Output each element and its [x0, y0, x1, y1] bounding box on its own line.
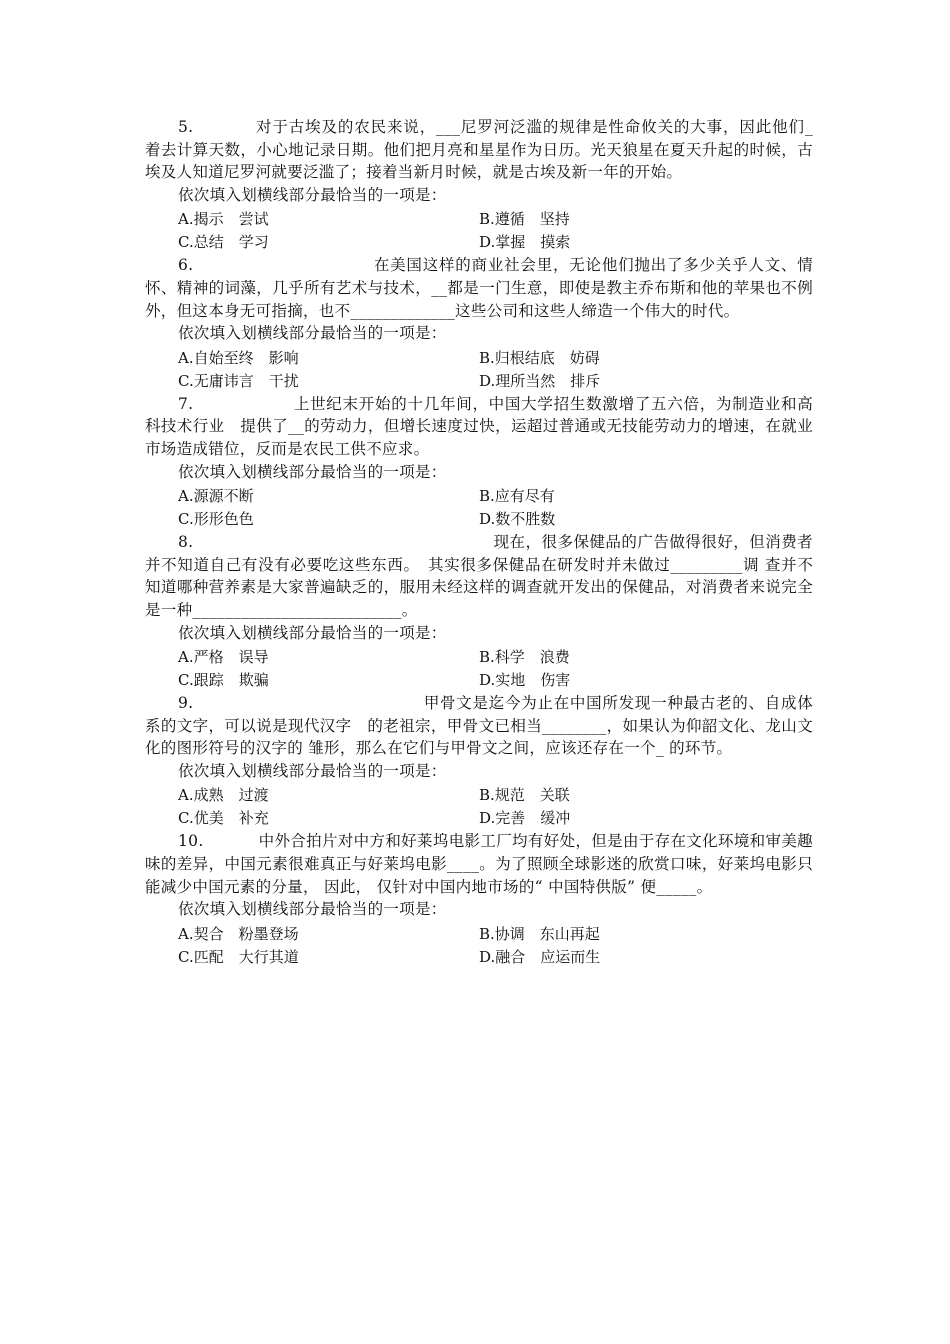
answer-options	[145, 646, 813, 692]
answer-option[interactable]: A.自始至终 影响	[178, 348, 299, 367]
question-block	[145, 254, 813, 392]
question-prompt: 依次填入划横线部分最恰当的一项是：	[178, 185, 447, 204]
answer-option[interactable]: C.匹配 大行其道	[178, 947, 299, 966]
answer-options	[145, 347, 813, 393]
question-text: 上世纪末开始的十几年间，中国大学招生数激增了五六倍，为制造业和高科技术行业 提供了__的劳动力，但增长速度过快，运超过普通或无技能劳动力的增速，在就业市场造成错位，反而是农民工供不应求。	[145, 394, 813, 458]
answer-option[interactable]: C.总结 学习	[178, 233, 269, 252]
answer-options	[145, 784, 813, 830]
answer-option[interactable]: D.理所当然 排斥	[479, 371, 601, 390]
answer-option[interactable]: A.契合 粉墨登场	[178, 924, 299, 943]
question-block	[145, 531, 813, 692]
question-stem	[145, 254, 813, 322]
question-text: 甲骨文是迄今为止在中国所发现一种最古老的、自成体系的文字，可以说是现代汉字 的老祖宗，甲骨文已相当________，如果认为仰韶文化、龙山文化的图形符号的汉字的 雏形，那么在它们与甲骨文之间，应该还存在一个_ 的环节。	[145, 694, 813, 758]
question-stem	[145, 531, 813, 621]
question-number: 8.	[178, 533, 194, 552]
question-number: 7.	[178, 394, 194, 413]
answer-option[interactable]: A.严格 误导	[178, 648, 269, 667]
question-stem	[145, 830, 813, 898]
answer-option[interactable]: B.协调 东山再起	[479, 924, 600, 943]
question-number: 5.	[178, 118, 194, 136]
question-text: 在美国这样的商业社会里，无论他们抛出了多少关乎人文、情怀、精神的词藻，几乎所有艺术与技术，__都是一门生意，即使是教主乔布斯和他的苹果也不例外，但这本身无可指摘，也不_____________这些公司和这些人缔造一个伟大的时代。	[145, 256, 813, 320]
document-page	[145, 116, 813, 969]
question-text: 中外合拍片对中方和好莱坞电影工厂均有好处，但是由于存在文化环境和审美趣味的差异，中国元素很难真正与好莱坞电影____。为了照顾全球影迷的欣赏口味，好莱坞电影只能减少中国元素的分量， 因此， 仅针对中国内地市场的“ 中国特供版” 便_____。	[145, 832, 813, 896]
question-number: 9.	[178, 694, 194, 713]
question-prompt: 依次填入划横线部分最恰当的一项是：	[178, 462, 447, 481]
question-block	[145, 393, 813, 531]
answer-option[interactable]: C.形形色色	[178, 510, 254, 529]
answer-option[interactable]: D.掌握 摸索	[479, 233, 571, 252]
question-text: 现在，很多保健品的广告做得很好，但消费者并不知道自己有没有必要吃这些东西。 其实很多保健品在研发时并未做过_________调 查并不知道哪种营养素是大家普遍缺乏的，服用未经这样的调查就开发出的保健品，对消费者来说完全是一种__________________________。	[145, 533, 813, 619]
answer-options	[145, 923, 813, 969]
answer-option[interactable]: A.成熟 过渡	[178, 786, 269, 805]
answer-option[interactable]: D.融合 应运而生	[479, 947, 601, 966]
answer-option[interactable]: C.跟踪 欺骗	[178, 671, 269, 690]
question-text: 对于古埃及的农民来说，___尼罗河泛滥的规律是性命攸关的大事，因此他们_ 着去计算天数，小心地记录日期。他们把月亮和星星作为日历。光天狼星在夏天升起的时候，古埃及人知道尼罗河就要泛滥了；接着当新月时候，就是古埃及新一年的开始。	[145, 118, 813, 182]
answer-option[interactable]: C.优美 补充	[178, 809, 269, 828]
answer-option[interactable]: B.归根结底 妨碍	[479, 348, 600, 367]
question-block	[145, 116, 813, 254]
answer-option[interactable]: C.无庸讳言 干扰	[178, 371, 299, 390]
answer-option[interactable]: B.遵循 坚持	[479, 210, 570, 229]
answer-option[interactable]: B.科学 浪费	[479, 648, 570, 667]
question-stem	[145, 692, 813, 760]
question-prompt: 依次填入划横线部分最恰当的一项是：	[178, 900, 447, 919]
question-prompt: 依次填入划横线部分最恰当的一项是：	[178, 324, 447, 343]
answer-option[interactable]: B.规范 关联	[479, 786, 570, 805]
answer-options	[145, 485, 813, 531]
answer-option[interactable]: A.揭示 尝试	[178, 210, 269, 229]
question-stem	[145, 116, 813, 184]
answer-option[interactable]: A.源源不断	[178, 487, 254, 506]
answer-option[interactable]: D.实地 伤害	[479, 671, 571, 690]
question-number: 10.	[178, 832, 204, 851]
question-prompt: 依次填入划横线部分最恰当的一项是：	[178, 623, 447, 642]
question-prompt: 依次填入划横线部分最恰当的一项是：	[178, 761, 447, 780]
question-block	[145, 830, 813, 968]
question-block	[145, 692, 813, 830]
answer-option[interactable]: D.数不胜数	[479, 510, 556, 529]
answer-option[interactable]: B.应有尽有	[479, 487, 555, 506]
answer-options	[145, 208, 813, 254]
question-stem	[145, 393, 813, 461]
answer-option[interactable]: D.完善 缓冲	[479, 809, 571, 828]
question-number: 6.	[178, 256, 194, 275]
